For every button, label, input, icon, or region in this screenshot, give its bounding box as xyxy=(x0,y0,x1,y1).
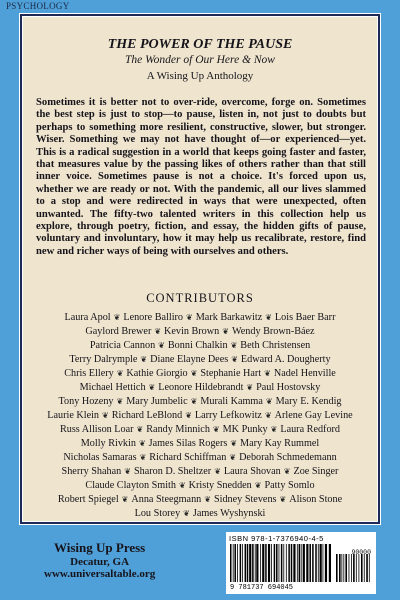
fleuron-icon: ❦ xyxy=(102,411,109,420)
contributor-name: Sharon D. Sheltzer xyxy=(133,466,212,477)
contributor-row xyxy=(27,311,373,325)
barcode-bar xyxy=(237,544,238,582)
fleuron-icon: ❦ xyxy=(265,313,272,322)
contributor-row xyxy=(27,409,373,423)
fleuron-icon: ❦ xyxy=(230,439,238,448)
contributor-row xyxy=(27,381,373,395)
barcode-bar xyxy=(271,544,272,582)
barcode-bar xyxy=(247,544,249,582)
barcode-bar xyxy=(369,554,370,582)
contributor-name: Kathie Giorgio xyxy=(126,368,188,379)
contributors-heading: CONTRIBUTORS xyxy=(146,291,254,305)
contributor-name: Richard LeBlond xyxy=(111,410,183,421)
contributor-name: Claude Clayton Smith xyxy=(85,480,176,491)
barcode-bar xyxy=(276,544,278,582)
barcode-bar xyxy=(315,544,317,582)
barcode-bar xyxy=(303,544,305,582)
barcode-bar xyxy=(366,554,368,582)
barcode-bar xyxy=(306,544,308,582)
fleuron-icon: ❦ xyxy=(230,341,238,350)
contributor-name: Mary Jumbelic xyxy=(126,396,188,407)
fleuron-icon: ❦ xyxy=(136,425,144,434)
contributor-row xyxy=(27,367,373,381)
contributor-name: Murali Kamma xyxy=(200,396,263,407)
barcode-bar xyxy=(279,544,280,582)
barcode-bar xyxy=(312,544,314,582)
barcode-bar xyxy=(339,554,341,582)
contributor-row xyxy=(27,479,373,493)
barcode-bar xyxy=(336,554,338,582)
fleuron-icon: ❦ xyxy=(116,369,124,378)
fleuron-icon: ❦ xyxy=(214,467,221,476)
barcode-bar xyxy=(364,554,365,582)
contributor-row xyxy=(27,451,373,465)
fleuron-icon: ❦ xyxy=(254,481,262,490)
barcode-bar xyxy=(255,544,256,582)
fleuron-icon: ❦ xyxy=(212,425,220,434)
isbn-label: ISBN 978-1-7376940-4-5 xyxy=(229,534,324,543)
barcode-bar xyxy=(262,544,264,582)
contributor-name: James Silas Rogers xyxy=(148,438,228,449)
contributor-name: Gaylord Brewer xyxy=(85,326,152,337)
barcode-bar xyxy=(242,544,243,582)
contributor-name: MK Punky xyxy=(222,424,268,435)
barcode-bar xyxy=(240,544,242,582)
fleuron-icon: ❦ xyxy=(190,397,198,406)
contributor-name: Beth Christensen xyxy=(240,340,311,351)
fleuron-icon: ❦ xyxy=(148,383,156,392)
publisher-name: Wising Up Press xyxy=(53,540,146,555)
contributor-row xyxy=(27,395,373,409)
contributor-name: Lois Baer Barr xyxy=(274,312,336,323)
category-label: PSYCHOLOGY xyxy=(6,1,70,11)
barcode-bar xyxy=(325,544,327,582)
contributor-name: Mark Barkawitz xyxy=(195,312,263,323)
contributor-name: Molly Rivkin xyxy=(80,438,136,449)
contributor-name: Edward A. Dougherty xyxy=(240,354,331,365)
barcode-supplement: 90000 xyxy=(351,549,371,556)
contributor-row xyxy=(27,353,373,367)
fleuron-icon: ❦ xyxy=(185,411,192,420)
back-cover-panel xyxy=(22,16,378,522)
contributor-row xyxy=(27,465,373,479)
contributor-name: Tony Hozeny xyxy=(58,396,114,407)
barcode-bar xyxy=(318,544,319,582)
fleuron-icon: ❦ xyxy=(270,425,278,434)
fleuron-icon: ❦ xyxy=(190,369,198,378)
barcode-bar xyxy=(299,544,301,582)
barcode-bar xyxy=(265,544,267,582)
blurb-text: Sometimes it is better not to over-ride, overcome, forge on. Sometimes the best step is just to stop—to pause, listen in, not just to doubts but perhaps to something more resilient, constructive, slower, but stronger. Wiser. Something we may not have thought of—or experienced—yet. This is a radical suggestion in a world that keeps going faster and faster, that measures value by the passing likes of others rather than that still inner voice. Sometimes pause is not a choice. It's forced upon us, whether we are ready or not. With the pandemic, all our lives slammed to a stop and were redirected in ways that were unexpected, often unwanted. The fifty-two talented writers in this collection help us explore, through poetry, fiction, and essay, the hidden gifts of pause, voluntary and involuntary, how it may help us recalibrate, restore, find new and richer ways of being with ourselves and others. xyxy=(36,97,366,257)
fleuron-icon: ❦ xyxy=(265,397,273,406)
contributor-row xyxy=(27,325,373,339)
fleuron-icon: ❦ xyxy=(138,439,146,448)
publisher-block xyxy=(44,540,155,580)
barcode-bar xyxy=(291,544,293,582)
contributor-name: Alison Stone xyxy=(289,494,343,505)
barcode-bar xyxy=(309,544,311,582)
contributor-name: Leonore Hildebrandt xyxy=(158,382,244,393)
barcode-bar xyxy=(329,544,331,582)
contributor-name: Stephanie Hart xyxy=(200,368,262,379)
book-title: THE POWER OF THE PAUSE xyxy=(107,37,293,52)
fleuron-icon: ❦ xyxy=(183,509,190,518)
barcode-bar xyxy=(230,544,232,582)
contributor-name: Anna Steegmann xyxy=(131,494,202,505)
fleuron-icon: ❦ xyxy=(139,453,147,462)
barcode-bar xyxy=(245,544,247,582)
contributor-name: Russ Allison Loar xyxy=(59,424,134,435)
contributor-name: James Wyshynski xyxy=(192,508,266,519)
book-subtitle: The Wonder of Our Here & Now xyxy=(125,54,275,66)
fleuron-icon: ❦ xyxy=(229,453,237,462)
barcode-bar xyxy=(281,544,283,582)
barcode-bar xyxy=(293,544,295,582)
contributor-name: Kevin Brown xyxy=(164,326,220,337)
contributor-name: Kristy Snedden xyxy=(188,480,252,491)
fleuron-icon: ❦ xyxy=(124,467,131,476)
contributor-name: Laura Apol xyxy=(64,312,111,323)
barcode-bar xyxy=(345,554,347,582)
contributor-row xyxy=(27,339,373,353)
contributor-name: Laura Redford xyxy=(280,424,341,435)
contributor-name: Diane Elayne Dees xyxy=(150,354,229,365)
publisher-city: Decatur, GA xyxy=(70,556,130,568)
contributor-name: Sherry Shahan xyxy=(61,466,122,477)
barcode-bar xyxy=(349,554,350,582)
fleuron-icon: ❦ xyxy=(283,467,291,476)
contributor-name: Lenore Balliro xyxy=(123,312,184,323)
fleuron-icon: ❦ xyxy=(154,327,162,336)
fleuron-icon: ❦ xyxy=(113,313,121,322)
anthology-label: A Wising Up Anthology xyxy=(146,70,254,82)
contributor-row xyxy=(27,507,373,521)
contributor-name: Deborah Schmedemann xyxy=(239,452,337,463)
barcode-bar xyxy=(343,554,344,582)
contributor-name: Chris Ellery xyxy=(64,368,114,379)
fleuron-icon: ❦ xyxy=(116,397,124,406)
contributor-name: Mary Kay Rummel xyxy=(240,438,320,449)
contributor-name: Michael Hettich xyxy=(79,382,146,393)
barcode-bar xyxy=(301,544,302,582)
fleuron-icon: ❦ xyxy=(178,481,186,490)
contributor-name: Richard Schiffman xyxy=(149,452,227,463)
barcode-bar xyxy=(283,544,284,582)
barcode-bar xyxy=(256,544,258,582)
barcode-bar xyxy=(353,554,355,582)
contributor-name: Terry Dalrymple xyxy=(69,354,138,365)
fleuron-icon: ❦ xyxy=(222,327,229,336)
barcode-bar xyxy=(359,554,360,582)
contributor-name: Paul Hostovsky xyxy=(256,382,321,393)
fleuron-icon: ❦ xyxy=(279,495,287,504)
contributors-list xyxy=(27,311,373,521)
fleuron-icon: ❦ xyxy=(186,313,193,322)
barcode-bar xyxy=(323,544,324,582)
barcode-bar xyxy=(252,544,254,582)
fleuron-icon: ❦ xyxy=(204,495,211,504)
contributor-name: Robert Spiegel xyxy=(57,494,119,505)
barcode-bar xyxy=(320,544,322,582)
barcode-bar xyxy=(356,554,357,582)
contributor-name: Patricia Cannon xyxy=(89,340,156,351)
barcode-bar xyxy=(361,554,363,582)
barcode-bar xyxy=(233,544,234,582)
contributor-name: Lou Storey xyxy=(134,508,181,519)
contributor-name: Wendy Brown-Báez xyxy=(231,326,315,337)
contributor-row xyxy=(27,423,373,437)
fleuron-icon: ❦ xyxy=(140,355,148,364)
contributor-name: Bonni Chalkin xyxy=(167,340,228,351)
fleuron-icon: ❦ xyxy=(231,355,238,364)
contributor-row xyxy=(27,437,373,451)
barcode-bar xyxy=(286,544,287,582)
barcode-bar xyxy=(288,544,290,582)
contributor-name: Laurie Klein xyxy=(47,410,100,421)
publisher-url: www.universaltable.org xyxy=(44,568,156,580)
barcode-bar xyxy=(260,544,261,582)
barcode-number: 9 781737 694045 xyxy=(230,584,294,592)
contributor-row xyxy=(27,493,373,507)
isbn-barcode xyxy=(226,532,376,594)
barcode-bar xyxy=(234,544,236,582)
contributor-name: Arlene Gay Levine xyxy=(274,410,353,421)
barcode-bar xyxy=(274,544,276,582)
fleuron-icon: ❦ xyxy=(158,341,165,350)
contributor-name: Patty Somlo xyxy=(264,480,315,491)
fleuron-icon: ❦ xyxy=(264,369,271,378)
contributor-name: Nicholas Samaras xyxy=(63,452,137,463)
contributor-name: Mary E. Kendig xyxy=(275,396,342,407)
contributor-name: Sidney Stevens xyxy=(213,494,277,505)
barcode-bar xyxy=(249,544,251,582)
barcode-bar xyxy=(341,554,342,582)
fleuron-icon: ❦ xyxy=(121,495,129,504)
fleuron-icon: ❦ xyxy=(246,383,254,392)
fleuron-icon: ❦ xyxy=(264,411,272,420)
barcode-bar xyxy=(297,544,298,582)
barcode-bar xyxy=(351,554,352,582)
contributor-name: Nadel Henville xyxy=(273,368,336,379)
contributor-name: Laura Shovan xyxy=(223,466,281,477)
contributor-name: Randy Minnich xyxy=(146,424,210,435)
contributor-name: Zoe Singer xyxy=(293,466,339,477)
barcode-bar xyxy=(268,544,270,582)
contributor-name: Larry Lefkowitz xyxy=(194,410,262,421)
